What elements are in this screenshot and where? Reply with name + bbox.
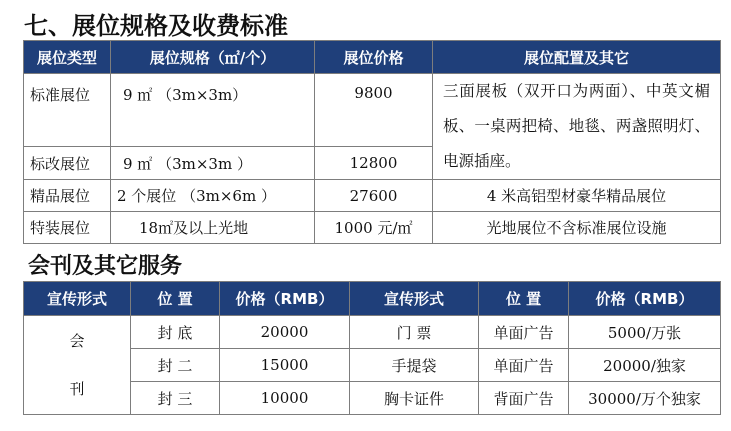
col-header-booth-config: 展位配置及其它 [433, 41, 721, 74]
ad-position: 封 三 [131, 382, 220, 415]
ad-price: 20000 [220, 316, 350, 349]
booth-price: 12800 [315, 147, 433, 180]
services-pricing-table [23, 281, 721, 415]
booth-spec: 9 ㎡ （3m×3m ） [111, 147, 315, 180]
promo-form: 胸卡证件 [350, 382, 479, 415]
table-row [24, 74, 721, 147]
col-header-booth-spec: 展位规格（㎡/个） [111, 41, 315, 74]
section-title-services: 会刊及其它服务 [28, 254, 183, 279]
booth-price: 27600 [315, 180, 433, 212]
promo-form: 门 票 [350, 316, 479, 349]
col-header-booth-price: 展位价格 [315, 41, 433, 74]
table-row [24, 212, 721, 244]
booth-pricing-table [23, 40, 721, 244]
col-header-promo-form-2: 宣传形式 [350, 282, 479, 316]
col-header-position: 位 置 [131, 282, 220, 316]
table-row [24, 316, 721, 349]
table-row [24, 180, 721, 212]
ad-price: 15000 [220, 349, 350, 382]
booth-price: 9800 [315, 74, 433, 147]
booth-spec: 2 个展位 （3m×6m ） [111, 180, 315, 212]
section-title-booth-pricing: 七、展位规格及收费标准 [24, 12, 288, 40]
promo-group-label [24, 316, 131, 415]
booth-config: 4 米高铝型材豪华精品展位 [433, 180, 721, 212]
table-header-row [24, 41, 721, 74]
table-header-row [24, 282, 721, 316]
promo-group-char: 会 [69, 332, 85, 350]
booth-price: 1000 元/㎡ [315, 212, 433, 244]
col-header-promo-form: 宣传形式 [24, 282, 131, 316]
ad-price: 5000/万张 [569, 316, 721, 349]
promo-form: 手提袋 [350, 349, 479, 382]
ad-position: 封 二 [131, 349, 220, 382]
ad-position: 封 底 [131, 316, 220, 349]
ad-price: 20000/独家 [569, 349, 721, 382]
booth-spec: 9 ㎡ （3m×3m） [111, 74, 315, 147]
promo-group-char: 刊 [69, 380, 85, 398]
col-header-booth-type: 展位类型 [24, 41, 111, 74]
booth-type: 标改展位 [24, 147, 111, 180]
booth-config: 光地展位不含标准展位设施 [433, 212, 721, 244]
ad-position: 单面广告 [479, 349, 569, 382]
ad-price: 30000/万个独家 [569, 382, 721, 415]
col-header-price: 价格（RMB） [220, 282, 350, 316]
booth-config-shared: 三面展板（双开口为两面）、中英文楣板、一桌两把椅、地毯、两盏照明灯、电源插座。 [433, 74, 721, 180]
ad-position: 单面广告 [479, 316, 569, 349]
col-header-position-2: 位 置 [479, 282, 569, 316]
booth-type: 标准展位 [24, 74, 111, 147]
ad-price: 10000 [220, 382, 350, 415]
booth-spec: 18㎡及以上光地 [111, 212, 315, 244]
ad-position: 背面广告 [479, 382, 569, 415]
booth-type: 精品展位 [24, 180, 111, 212]
col-header-price-2: 价格（RMB） [569, 282, 721, 316]
booth-type: 特装展位 [24, 212, 111, 244]
